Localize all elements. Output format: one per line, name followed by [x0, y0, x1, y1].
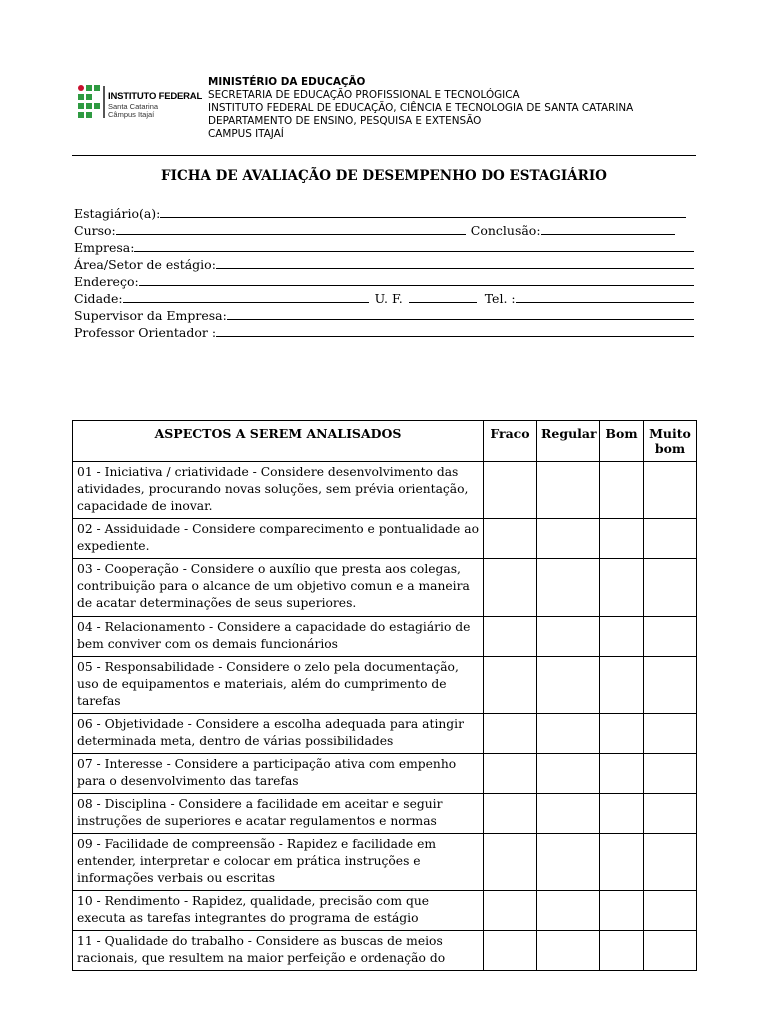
rating-cell-bom[interactable]	[600, 834, 644, 891]
rating-cell-regular[interactable]	[537, 891, 600, 931]
empresa-field[interactable]	[134, 250, 694, 252]
table-row	[73, 834, 697, 891]
rating-cell-regular[interactable]	[537, 794, 600, 834]
rating-cell-muito-bom[interactable]	[644, 794, 697, 834]
rating-cell-bom[interactable]	[600, 657, 644, 714]
campus-name: CAMPUS ITAJAÍ	[208, 128, 284, 140]
table-row	[73, 519, 697, 559]
rating-cell-fraco[interactable]	[484, 794, 537, 834]
area-label: Área/Setor de estágio:	[74, 257, 216, 272]
curso-label: Curso:	[74, 223, 116, 238]
uf-field[interactable]	[409, 301, 477, 303]
aspect-description: 11 - Qualidade do trabalho - Considere as buscas de meios racionais, que resultem na maior perfeição e ordenação do	[73, 931, 484, 971]
aspect-description: 03 - Cooperação - Considere o auxílio que presta aos colegas, contribuição para o alcance de um objetivo comun e a maneira de acatar determinações de seus superiores.	[73, 559, 484, 617]
aspect-description: 08 - Disciplina - Considere a facilidade em aceitar e seguir instruções de superiores e acatar regulamentos e normas	[73, 794, 484, 834]
rating-cell-regular[interactable]	[537, 834, 600, 891]
rating-cell-bom[interactable]	[600, 794, 644, 834]
area-field[interactable]	[216, 267, 694, 269]
institute-logo	[78, 85, 208, 121]
tel-label: Tel. :	[484, 291, 516, 306]
conclusao-field[interactable]	[541, 233, 675, 235]
cidade-field[interactable]	[123, 301, 369, 303]
rating-cell-muito-bom[interactable]	[644, 931, 697, 971]
regular-column-header: Regular	[537, 421, 600, 462]
intern-info-form	[74, 204, 694, 340]
rating-cell-bom[interactable]	[600, 617, 644, 657]
rating-cell-muito-bom[interactable]	[644, 834, 697, 891]
form-row-area	[74, 255, 694, 272]
aspect-description: 07 - Interesse - Considere a participação ativa com empenho para o desenvolvimento das tarefas	[73, 754, 484, 794]
rating-cell-fraco[interactable]	[484, 559, 537, 617]
bom-column-header: Bom	[600, 421, 644, 462]
aspects-column-header: ASPECTOS A SEREM ANALISADOS	[73, 421, 484, 462]
rating-cell-fraco[interactable]	[484, 462, 537, 519]
rating-cell-bom[interactable]	[600, 754, 644, 794]
rating-cell-bom[interactable]	[600, 931, 644, 971]
table-row	[73, 617, 697, 657]
rating-cell-bom[interactable]	[600, 714, 644, 754]
muito-bom-column-header: Muito bom	[644, 421, 697, 462]
rating-cell-bom[interactable]	[600, 519, 644, 559]
header-divider	[72, 155, 696, 156]
table-row	[73, 931, 697, 971]
table-header-row	[73, 421, 697, 462]
aspect-description: 10 - Rendimento - Rapidez, qualidade, precisão com que executa as tarefas integrantes do programa de estágio	[73, 891, 484, 931]
aspect-description: 04 - Relacionamento - Considere a capacidade do estagiário de bem conviver com os demais funcionários	[73, 617, 484, 657]
endereco-field[interactable]	[139, 284, 694, 286]
rating-cell-fraco[interactable]	[484, 891, 537, 931]
table-row	[73, 559, 697, 617]
fraco-column-header: Fraco	[484, 421, 537, 462]
rating-cell-regular[interactable]	[537, 714, 600, 754]
aspect-description: 02 - Assiduidade - Considere comparecimento e pontualidade ao expediente.	[73, 519, 484, 559]
rating-cell-fraco[interactable]	[484, 931, 537, 971]
table-row	[73, 754, 697, 794]
rating-cell-bom[interactable]	[600, 462, 644, 519]
form-row-professor	[74, 323, 694, 340]
estagiario-label: Estagiário(a):	[74, 206, 161, 221]
professor-label: Professor Orientador :	[74, 325, 217, 340]
professor-field[interactable]	[216, 335, 694, 337]
rating-cell-muito-bom[interactable]	[644, 519, 697, 559]
rating-cell-bom[interactable]	[600, 559, 644, 617]
evaluation-table	[72, 420, 697, 971]
rating-cell-fraco[interactable]	[484, 714, 537, 754]
rating-cell-muito-bom[interactable]	[644, 754, 697, 794]
logo-title: INSTITUTO FEDERAL	[108, 91, 203, 102]
institute-name: INSTITUTO FEDERAL DE EDUCAÇÃO, CIÊNCIA E TECNOLOGIA DE SANTA CATARINA	[208, 102, 634, 114]
rating-cell-fraco[interactable]	[484, 519, 537, 559]
uf-label: U. F.	[374, 291, 403, 306]
department-name: DEPARTAMENTO DE ENSINO, PESQUISA E EXTENSÃO	[208, 115, 482, 127]
logo-grid-icon	[78, 85, 101, 119]
table-row	[73, 794, 697, 834]
rating-cell-regular[interactable]	[537, 657, 600, 714]
rating-cell-fraco[interactable]	[484, 754, 537, 794]
rating-cell-regular[interactable]	[537, 519, 600, 559]
aspect-description: 06 - Objetividade - Considere a escolha adequada para atingir determinada meta, dentro de várias possibilidades	[73, 714, 484, 754]
rating-cell-muito-bom[interactable]	[644, 657, 697, 714]
rating-cell-fraco[interactable]	[484, 834, 537, 891]
table-row	[73, 891, 697, 931]
tel-field[interactable]	[516, 301, 694, 303]
rating-cell-regular[interactable]	[537, 931, 600, 971]
empresa-label: Empresa:	[74, 240, 135, 255]
rating-cell-fraco[interactable]	[484, 617, 537, 657]
logo-subtitle: Santa Catarina Câmpus Itajaí	[108, 102, 159, 119]
rating-cell-muito-bom[interactable]	[644, 714, 697, 754]
rating-cell-regular[interactable]	[537, 559, 600, 617]
rating-cell-regular[interactable]	[537, 462, 600, 519]
conclusao-label: Conclusão:	[470, 223, 541, 238]
supervisor-label: Supervisor da Empresa:	[74, 308, 227, 323]
cidade-label: Cidade:	[74, 291, 123, 306]
supervisor-field[interactable]	[227, 318, 694, 320]
rating-cell-regular[interactable]	[537, 754, 600, 794]
form-row-supervisor	[74, 306, 694, 323]
aspect-description: 05 - Responsabilidade - Considere o zelo pela documentação, uso de equipamentos e materiais, além do cumprimento de tarefas	[73, 657, 484, 714]
endereco-label: Endereço:	[74, 274, 139, 289]
form-row-curso	[74, 221, 694, 238]
form-row-estagiario	[74, 204, 694, 221]
rating-cell-muito-bom[interactable]	[644, 559, 697, 617]
aspect-description: 01 - Iniciativa / criatividade - Considere desenvolvimento das atividades, procurando novas soluções, sem prévia orientação, capacidade de inovar.	[73, 462, 484, 519]
rating-cell-muito-bom[interactable]	[644, 891, 697, 931]
rating-cell-muito-bom[interactable]	[644, 617, 697, 657]
table-row	[73, 657, 697, 714]
ministry-name: MINISTÉRIO DA EDUCAÇÃO	[208, 76, 366, 88]
rating-cell-muito-bom[interactable]	[644, 462, 697, 519]
form-row-endereco	[74, 272, 694, 289]
table-row	[73, 714, 697, 754]
page-title: FICHA DE AVALIAÇÃO DE DESEMPENHO DO ESTAGIÁRIO	[161, 168, 607, 184]
secretariat-name: SECRETARIA DE EDUCAÇÃO PROFISSIONAL E TECNOLÓGICA	[208, 89, 520, 101]
form-row-empresa	[74, 238, 694, 255]
rating-cell-fraco[interactable]	[484, 657, 537, 714]
rating-cell-bom[interactable]	[600, 891, 644, 931]
estagiario-field[interactable]	[160, 216, 686, 218]
curso-field[interactable]	[116, 233, 466, 235]
aspect-description: 09 - Facilidade de compreensão - Rapidez e facilidade em entender, interpretar e colocar em prática instruções e informações verbais ou escritas	[73, 834, 484, 891]
rating-cell-regular[interactable]	[537, 617, 600, 657]
table-row	[73, 462, 697, 519]
form-row-cidade	[74, 289, 694, 306]
institution-header	[208, 76, 633, 141]
